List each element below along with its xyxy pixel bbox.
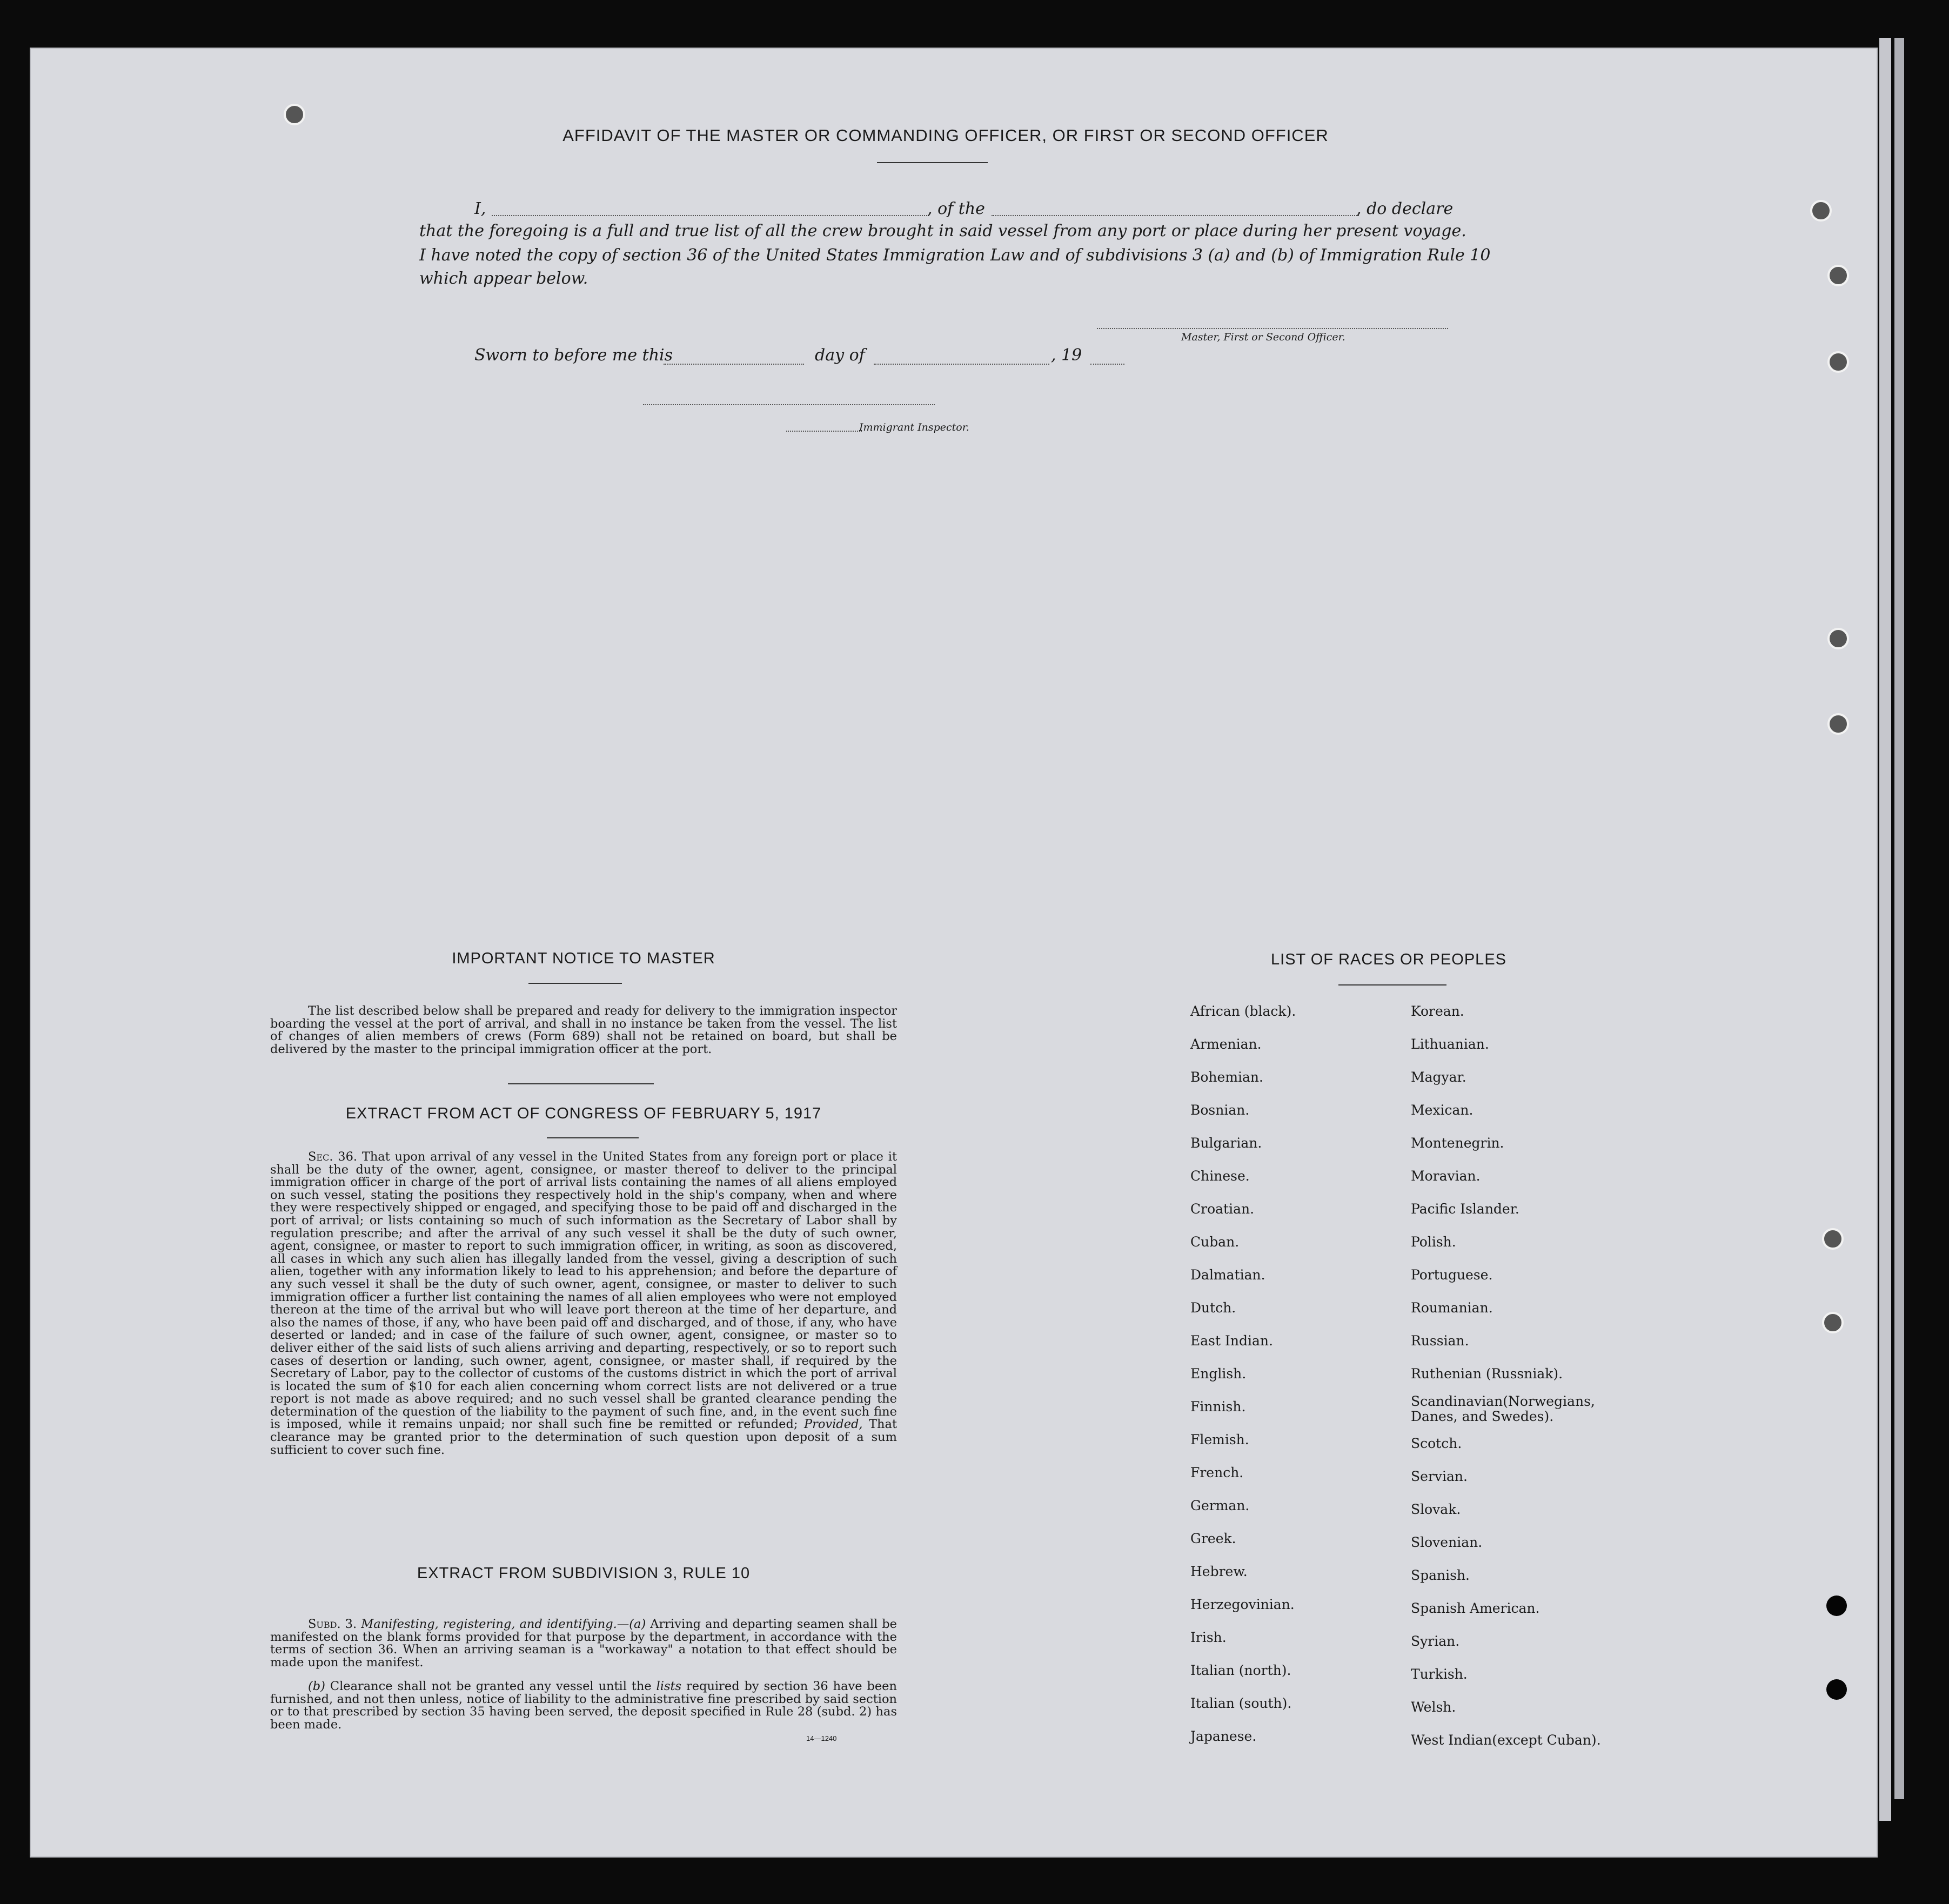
- race-item: Polish.: [1411, 1234, 1456, 1250]
- races-title: LIST OF RACES OR PEOPLES: [1270, 951, 1507, 968]
- race-item: Dutch.: [1190, 1300, 1236, 1316]
- day-of-label: day of: [815, 346, 865, 365]
- act-text-end: That clearance may be granted prior to the determination of such question upon deposit of a sum sufficient to cover such fine.: [270, 1417, 898, 1457]
- race-item: Slovak.: [1411, 1501, 1461, 1517]
- race-item: Scotch.: [1411, 1436, 1462, 1451]
- vessel-field[interactable]: [992, 215, 1359, 216]
- divider: [528, 983, 622, 984]
- race-item: French.: [1190, 1465, 1244, 1480]
- race-item: Bulgarian.: [1190, 1135, 1262, 1151]
- race-item: Pacific Islander.: [1411, 1201, 1519, 1217]
- race-item: Syrian.: [1411, 1633, 1460, 1649]
- race-item: Ruthenian (Russniak).: [1411, 1366, 1563, 1382]
- affidavit-line-2: that the foregoing is a full and true list of all the crew brought in said vessel from any port or place during her present voyage.: [419, 222, 1466, 240]
- race-item: Welsh.: [1411, 1699, 1456, 1715]
- race-item: Croatian.: [1190, 1201, 1255, 1217]
- affidavit-line-4: which appear below.: [419, 269, 588, 288]
- notice-title: IMPORTANT NOTICE TO MASTER: [452, 950, 715, 967]
- race-item: Slovenian.: [1411, 1534, 1483, 1550]
- month-field[interactable]: [874, 364, 1049, 365]
- race-item: German.: [1190, 1498, 1250, 1513]
- race-item: Magyar.: [1411, 1069, 1466, 1085]
- race-item: Italian (south).: [1190, 1695, 1292, 1711]
- race-item: Bohemian.: [1190, 1069, 1263, 1085]
- binder-hole: [1827, 265, 1849, 286]
- affidavit-of-the: , of the: [927, 199, 985, 218]
- race-item: Chinese.: [1190, 1168, 1250, 1184]
- race-item: Bosnian.: [1190, 1102, 1250, 1118]
- master-signature-caption: Master, First or Second Officer.: [1181, 331, 1345, 343]
- race-item: West Indian(except Cuban).: [1411, 1732, 1601, 1748]
- year-label: , 19: [1051, 346, 1082, 365]
- race-item: Flemish.: [1190, 1432, 1249, 1447]
- lists-word: lists: [656, 1679, 682, 1693]
- binder-hole: [1810, 200, 1832, 222]
- binder-hole: [1827, 351, 1849, 373]
- inspector-signature-line[interactable]: [786, 431, 862, 432]
- provided-label: Provided,: [803, 1417, 863, 1432]
- page-edge: [1894, 38, 1904, 1799]
- race-item: Hebrew.: [1190, 1564, 1248, 1579]
- race-item: Servian.: [1411, 1469, 1468, 1484]
- binder-hole: [1826, 1679, 1847, 1700]
- binder-hole: [1826, 1595, 1847, 1616]
- inspector-signature-line[interactable]: [643, 404, 935, 405]
- rule-text-b2: required by section 36 have been furnished, and not then unless, notice of liability to the administrative fine prescribed by said section or to that prescribed by section 35 having been served, the deposit specified in Rule 28 (subd. 2) has been made.: [270, 1679, 897, 1732]
- race-item: Greek.: [1190, 1531, 1236, 1546]
- affidavit-line-3: I have noted the copy of section 36 of the United States Immigration Law and of subdivisions 3 (a) and (b) of Immigration Rule 10: [419, 246, 1491, 265]
- race-item: African (black).: [1190, 1003, 1296, 1019]
- year-field[interactable]: [1090, 364, 1124, 365]
- page-edge: [1879, 38, 1891, 1821]
- race-item: Herzegovinian.: [1190, 1597, 1295, 1612]
- race-item: East Indian.: [1190, 1333, 1273, 1349]
- sec-label: Sec. 36.: [308, 1150, 358, 1164]
- form-number: 14—1240: [806, 1734, 837, 1742]
- binder-hole: [1822, 1228, 1844, 1250]
- race-item: Dalmatian.: [1190, 1267, 1265, 1283]
- rule-title: EXTRACT FROM SUBDIVISION 3, RULE 10: [417, 1565, 751, 1582]
- rule-body-a: [270, 1618, 897, 1669]
- act-body: [270, 1151, 897, 1457]
- binder-hole: [284, 104, 305, 125]
- affidavit-do-declare: , do declare: [1356, 199, 1454, 218]
- race-item: Mexican.: [1411, 1102, 1474, 1118]
- day-field[interactable]: [664, 364, 804, 365]
- b-label: (b): [308, 1679, 325, 1693]
- race-item: Moravian.: [1411, 1168, 1481, 1184]
- binder-hole: [1827, 713, 1849, 735]
- race-item: Portuguese.: [1411, 1267, 1493, 1283]
- divider: [1338, 984, 1446, 985]
- notice-body: The list described below shall be prepared and ready for delivery to the immigration inspector boarding the vessel at the port of arrival, and shall in no instance be taken from the vessel. The list of changes of alien members of crews (Form 689) shall not be retained on board, but shall be delivered by the master to the principal immigration officer at the port.: [270, 1004, 897, 1056]
- rule-text-b1: Clearance shall not be granted any vessel until the: [330, 1679, 652, 1693]
- race-item: Lithuanian.: [1411, 1036, 1489, 1052]
- race-item: Spanish American.: [1411, 1600, 1540, 1616]
- inspector-caption: Immigrant Inspector.: [859, 421, 969, 433]
- race-item: Armenian.: [1190, 1036, 1262, 1052]
- binder-hole: [1827, 628, 1849, 649]
- rule-heading: Manifesting, registering, and identifying.—(a): [361, 1617, 646, 1631]
- subd-label: Subd. 3.: [308, 1617, 357, 1631]
- race-item: Irish.: [1190, 1630, 1227, 1645]
- race-item: English.: [1190, 1366, 1247, 1382]
- act-text: That upon arrival of any vessel in the United States from any foreign port or place it shall be the duty of the owner, agent, consignee, or master thereof to deliver to the principal immigration officer in charge of the port of arrival lists containing the names of all aliens employed on such vessel, stating the positions they respectively hold in the ship's company, when and where they were respectively shipped or engaged, and specifying those to be paid off and discharged in the port of arrival; or lists containing so much of such information as the Secretary of Labor shall by regulation prescribe; and after the arrival of any such vessel it shall be the duty of such owner, agent, consignee, or master to report to such immigration officer, in writing, as soon as discovered, all cases in which any such alien has illegally landed from the vessel, giving a description of such alien, together with any information likely to lead to his apprehension; and before the departure of any such vessel it shall be the duty of such owner, agent, consignee, or master to deliver to such immigration officer a further list containing the names of all alien employees who were not employed thereon at the time of the arrival but who will leave port thereon at the time of her departure, and also the names of those, if any, who have been paid off and discharged, and of those, if any, who have deserted or landed; and in case of the failure of such owner, agent, consignee, or master so to deliver either of the said lists of such aliens arriving and departing, respectively, or so to report such cases of desertion or landing, such owner, agent, consignee, or master shall, if required by the Secretary of Labor, pay to the collector of customs of the customs district in which the port of arrival is located the sum of $10 for each alien concerning whom correct lists are not delivered or a true report is not made as above required; and no such vessel shall be granted clearance pending the determination of the question of the liability to the payment of such fine, and, in the event such fine is imposed, while it remains unpaid; nor shall such fine be remitted or refunded;: [270, 1150, 897, 1432]
- name-field[interactable]: [492, 215, 929, 216]
- act-title: EXTRACT FROM ACT OF CONGRESS OF FEBRUARY 5, 1917: [345, 1105, 822, 1122]
- race-item: Japanese.: [1190, 1728, 1257, 1744]
- affidavit-title: AFFIDAVIT OF THE MASTER OR COMMANDING OFFICER, OR FIRST OR SECOND OFFICER: [562, 126, 1329, 145]
- race-item: Spanish.: [1411, 1567, 1470, 1583]
- race-item: Roumanian.: [1411, 1300, 1493, 1316]
- master-signature-line[interactable]: [1097, 328, 1448, 329]
- divider: [877, 162, 988, 163]
- rule-text-a: Arriving and departing seamen shall be manifested on the blank forms provided for that purpose by the department, in accordance with the terms of section 36. When an arriving seaman is a "workaway" a notation to that effect should be made upon the manifest.: [270, 1617, 897, 1670]
- race-item: Russian.: [1411, 1333, 1469, 1349]
- race-item: Finnish.: [1190, 1399, 1246, 1414]
- race-item: Scandinavian(Norwegians, Danes, and Swedes).: [1411, 1393, 1595, 1424]
- sworn-label: Sworn to before me this: [474, 346, 673, 365]
- binder-hole: [1822, 1312, 1844, 1333]
- race-item: Montenegrin.: [1411, 1135, 1504, 1151]
- race-item: Turkish.: [1411, 1666, 1468, 1682]
- race-item: Italian (north).: [1190, 1662, 1291, 1678]
- divider: [547, 1137, 639, 1138]
- race-item: Korean.: [1411, 1003, 1464, 1019]
- rule-body-b: [270, 1680, 897, 1731]
- divider: [508, 1083, 654, 1084]
- affidavit-i-label: I,: [474, 199, 486, 218]
- race-item: Cuban.: [1190, 1234, 1240, 1250]
